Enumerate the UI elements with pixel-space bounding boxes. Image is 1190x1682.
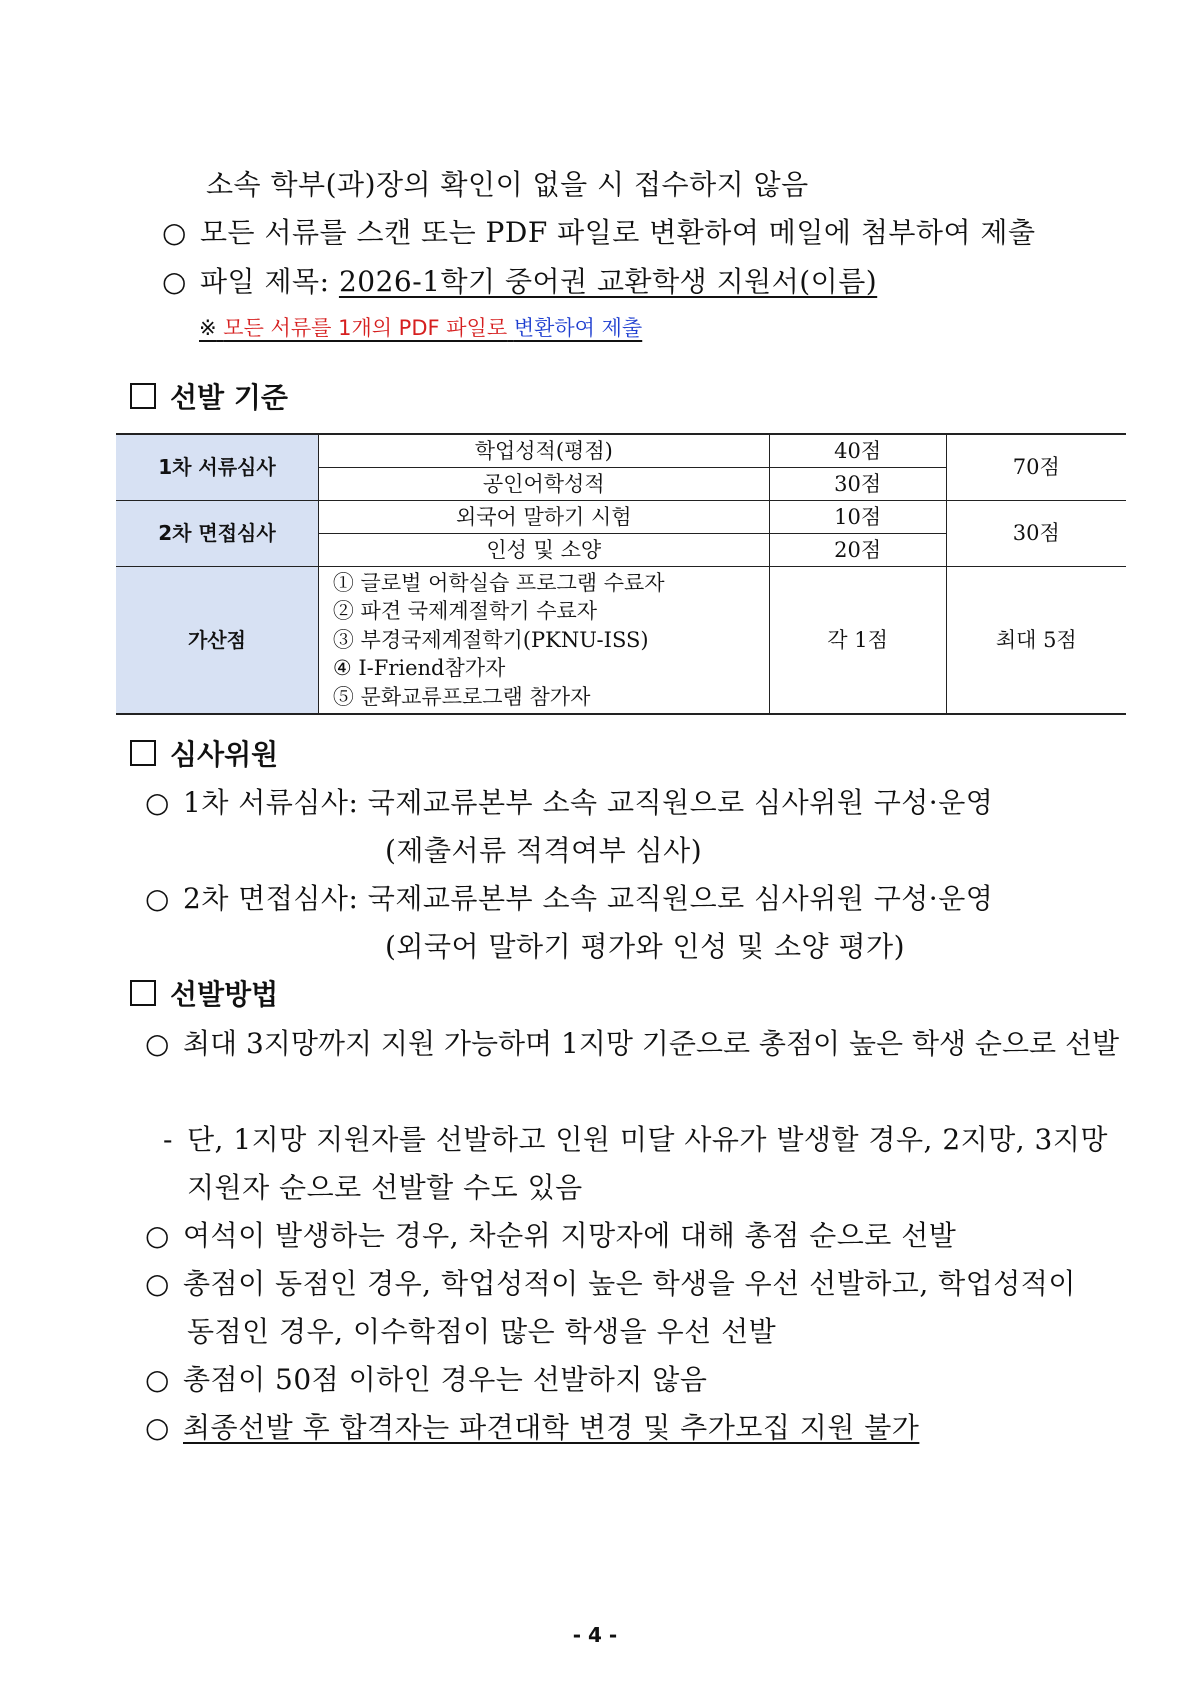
reviewer-item-1 [145,786,993,820]
section-heading-text: 선발 기준 [170,381,288,414]
bonus-item: ③ 부경국제계절학기(PKNU-ISS) [332,627,649,652]
checkbox-square-icon [130,383,156,409]
bonus-item: ④ I-Friend참가자 [332,656,506,680]
criteria-points: 40점 [769,434,946,467]
intro-line-1: 소속 학부(과)장의 확인이 없을 시 접수하지 않음 [206,168,809,201]
method-item-1 [145,1027,1119,1061]
reviewer-item-2 [145,882,993,916]
method-item-5 [145,1411,919,1445]
criteria-total: 30점 [946,500,1126,566]
bonus-item: ⑤ 문화교류프로그램 참가자 [332,684,591,709]
bonus-item: ② 파견 국제계절학기 수료자 [332,599,598,623]
method-dash-line-1 [163,1123,1108,1157]
bonus-item: ① 글로벌 어학실습 프로그램 수료자 [332,570,665,595]
checkbox-square-icon [130,740,156,766]
method-item-text: 총점이 50점 이하인 경우는 선발하지 않음 [183,1363,708,1396]
bullet: ○ [162,216,187,249]
bullet: ○ [145,1027,170,1060]
section-heading-text: 심사위원 [170,738,279,771]
method-dash-line-2: 지원자 순으로 선발할 수도 있음 [187,1171,583,1204]
method-item-text: 최종선발 후 합격자는 파견대학 변경 및 추가모집 지원 불가 [183,1411,920,1444]
section-heading-reviewers [130,738,278,772]
bullet: ○ [145,786,170,819]
method-item-text: 최대 3지망까지 지원 가능하며 1지망 기준으로 총점이 높은 학생 순으로 선발 [183,1027,1120,1060]
reviewer-item-text: 2차 면접심사: 국제교류본부 소속 교직원으로 심사위원 구성·운영 [183,882,994,915]
criteria-points: 30점 [769,467,946,500]
row-label-bonus: 가산점 [116,566,318,714]
section-heading-method [130,978,278,1012]
method-item-text: 총점이 동점인 경우, 학업성적이 높은 학생을 우선 선발하고, 학업성적이 [183,1267,1076,1300]
reviewer-item-2-sub: (외국어 말하기 평가와 인성 및 소양 평가) [385,930,906,963]
file-title-value: 2026-1학기 중어권 교환학생 지원서(이름) [338,265,878,298]
method-item-3 [145,1267,1076,1301]
dash-text: 단, 1지망 지원자를 선발하고 인원 미달 사유가 발생할 경우, 2지망, 3지망 [187,1123,1108,1156]
note-red-text: 모든 서류를 1개의 PDF 파일로 [223,316,508,340]
bonus-items-list [318,566,769,714]
pdf-note [199,315,642,341]
dash-mark: - [163,1123,173,1156]
intro-line-2-text: 모든 서류를 스캔 또는 PDF 파일로 변환하여 메일에 첨부하여 제출 [200,216,1036,249]
criteria-total: 70점 [946,434,1126,500]
checkbox-square-icon [130,980,156,1006]
section-heading-text: 선발방법 [170,978,279,1011]
intro-line-3 [162,265,877,299]
criteria-item: 공인어학성적 [318,467,769,500]
criteria-item: 외국어 말하기 시험 [318,500,769,533]
criteria-points: 10점 [769,500,946,533]
bonus-total: 최대 5점 [946,566,1126,714]
bullet: ○ [145,1411,170,1444]
method-item-text: 여석이 발생하는 경우, 차순위 지망자에 대해 총점 순으로 선발 [183,1219,957,1252]
bullet: ○ [162,265,187,298]
method-item-4 [145,1363,707,1397]
reviewer-item-text: 1차 서류심사: 국제교류본부 소속 교직원으로 심사위원 구성·운영 [183,786,994,819]
intro-line-2 [162,216,1036,250]
bullet: ○ [145,1267,170,1300]
bonus-points: 각 1점 [769,566,946,714]
page-number: - 4 - [572,1623,618,1647]
selection-criteria-table [116,433,1126,715]
bullet: ○ [145,1219,170,1252]
bullet: ○ [145,882,170,915]
reviewer-item-1-sub: (제출서류 적격여부 심사) [385,834,703,867]
section-heading-criteria [130,381,288,415]
row-label-interview: 2차 면접심사 [116,500,318,566]
method-item-3-cont: 동점인 경우, 이수학점이 많은 학생을 우선 선발 [187,1315,777,1348]
method-item-2 [145,1219,956,1253]
note-mark: ※ [199,316,217,340]
row-label-doc-review: 1차 서류심사 [116,434,318,500]
file-title-label: 파일 제목: [200,265,339,298]
bullet: ○ [145,1363,170,1396]
criteria-points: 20점 [769,533,946,566]
criteria-item: 인성 및 소양 [318,533,769,566]
note-blue-text: 변환하여 제출 [513,316,643,340]
criteria-item: 학업성적(평점) [318,434,769,467]
